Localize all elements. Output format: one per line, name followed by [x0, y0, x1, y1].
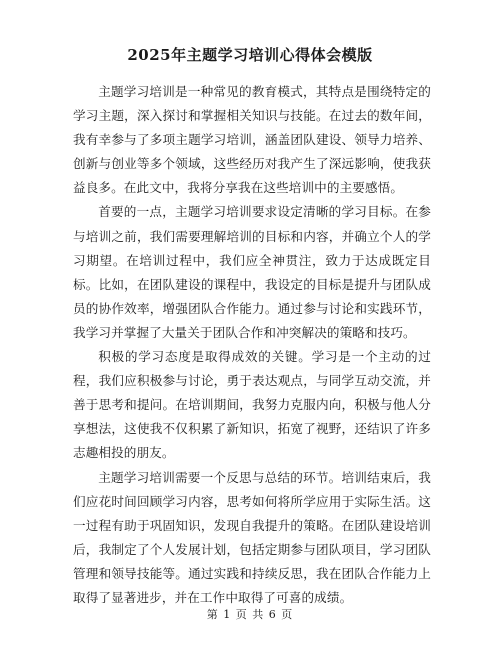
paragraph-3: 积极的学习态度是取得成效的关键。学习是一个主动的过程，我们应积极参与讨论，勇于表达观点，与同学互动交流，并善于思考和提问。在培训期间，我努力克服内向，积极与他人分享想法，这使我不仅积累了新知识，拓宽了视野，还结识了许多志趣相投的朋友。: [73, 349, 431, 461]
paragraph-1: 主题学习培训是一种常见的教育模式，其特点是围绕特定的学习主题，深入探讨和掌握相关知识与技能。在过去的数年间，我有幸参与了多项主题学习培训，涵盖团队建设、领导力培养、创新与创业等多个领域，这些经历对我产生了深远影响，使我获益良多。在此文中，我将分享我在这些培训中的主要感悟。: [73, 84, 431, 196]
document-title: 2025年主题学习培训心得体会模版: [127, 46, 373, 64]
paragraph-4: 主题学习培训需要一个反思与总结的环节。培训结束后，我们应花时间回顾学习内容，思考如何将所学应用于实际生活。这一过程有助于巩固知识，发现自我提升的策略。在团队建设培训后，我制定了个人发展计划，包括定期参与团队项目，学习团队管理和领导技能等。通过实践和持续反思，我在团队合作能力上取得了显著进步，并在工作中取得了可喜的成绩。: [73, 469, 431, 605]
document-body: [73, 80, 431, 610]
page-number-footer: 第 1 页 共 6 页: [206, 608, 294, 621]
paragraph-2: 首要的一点，主题学习培训要求设定清晰的学习目标。在参与培训之前，我们需要理解培训的目标和内容，并确立个人的学习期望。在培训过程中，我们应全神贯注，致力于达成既定目标。比如，在团队建设的课程中，我设定的目标是提升与团队成员的协作效率，增强团队合作能力。通过参与讨论和实践环节，我学习并掌握了大量关于团队合作和冲突解决的策略和技巧。: [73, 204, 431, 340]
